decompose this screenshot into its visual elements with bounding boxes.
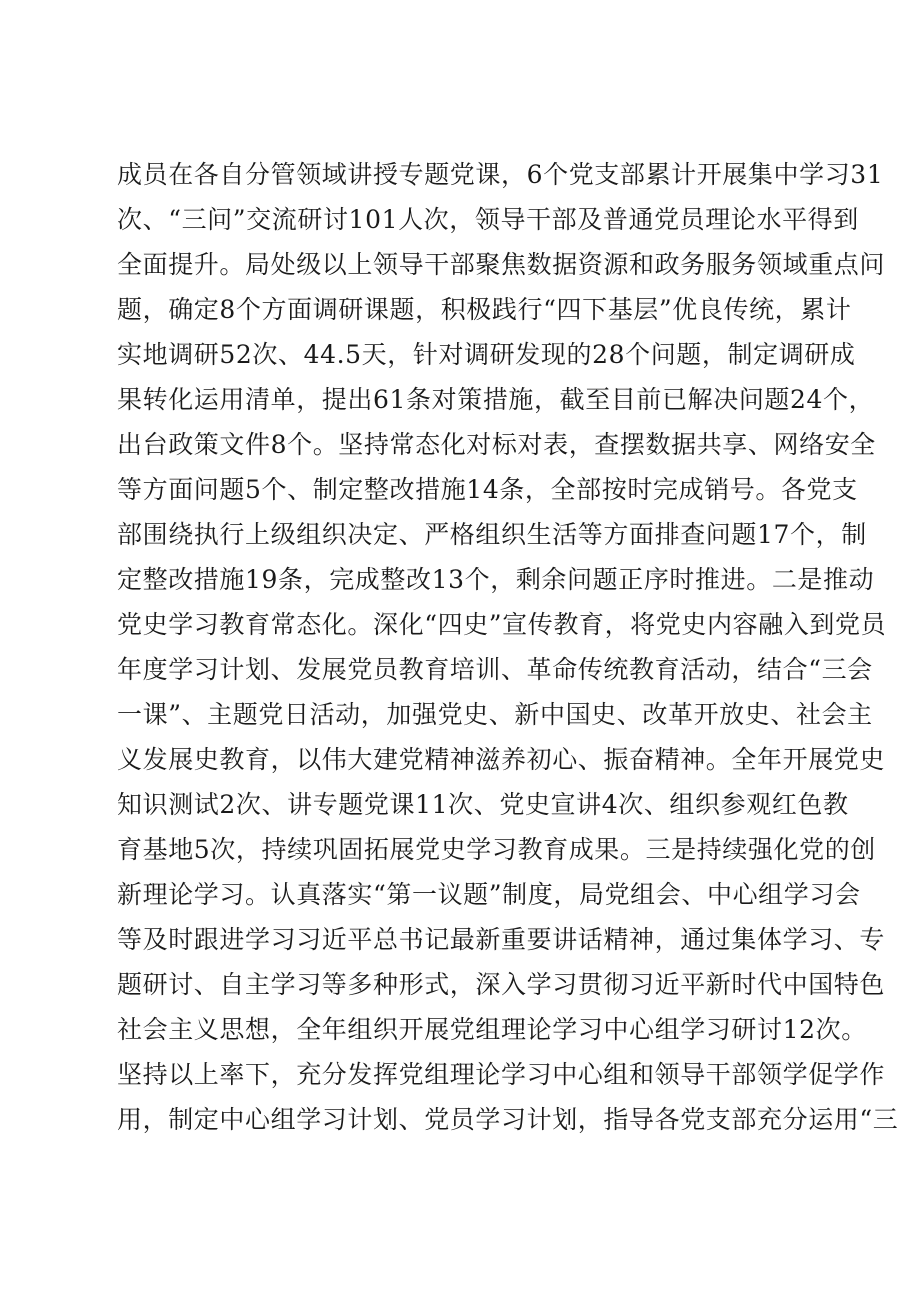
text-line: 等方面问题5个、制定整改措施14条，全部按时完成销号。各党支 [117, 475, 858, 504]
text-line: 党史学习教育常态化。深化“四史”宣传教育，将党史内容融入到党员 [117, 610, 887, 639]
text-line: 题研讨、自主学习等多种形式，深入学习贯彻习近平新时代中国特色 [117, 970, 886, 999]
text-line: 部围绕执行上级组织决定、严格组织生活等方面排查问题17个，制 [117, 520, 867, 549]
text-line: 成员在各自分管领域讲授专题党课，6个党支部累计开展集中学习31 [117, 160, 884, 189]
text-line: 全面提升。局处级以上领导干部聚焦数据资源和政务服务领域重点问 [117, 250, 886, 279]
text-line: 知识测试2次、讲专题党课11次、党史宣讲4次、组织参观红色教 [117, 790, 849, 819]
text-line: 出台政策文件8个。坚持常态化对标对表，查摆数据共享、网络安全 [117, 430, 876, 459]
body-paragraph [117, 152, 899, 1142]
text-line: 新理论学习。认真落实“第一议题”制度，局党组会、中心组学习会 [117, 880, 861, 909]
text-line: 题，确定8个方面调研课题，积极践行“四下基层”优良传统，累计 [117, 295, 852, 324]
text-line: 一课”、主题党日活动，加强党史、新中国史、改革开放史、社会主 [117, 700, 873, 729]
text-line: 育基地5次，持续巩固拓展党史学习教育成果。三是持续强化党的创 [117, 835, 876, 864]
text-line: 等及时跟进学习习近平总书记最新重要讲话精神，通过集体学习、专 [117, 925, 886, 954]
text-line: 年度学习计划、发展党员教育培训、革命传统教育活动，结合“三会 [117, 655, 873, 684]
text-line: 次、“三问”交流研讨101人次，领导干部及普通党员理论水平得到 [117, 205, 859, 234]
text-line: 义发展史教育，以伟大建党精神滋养初心、振奋精神。全年开展党史 [117, 745, 886, 774]
text-line: 用，制定中心组学习计划、党员学习计划，指导各党支部充分运用“三 [117, 1105, 899, 1134]
text-line: 定整改措施19条，完成整改13个，剩余问题正序时推进。二是推动 [117, 565, 875, 594]
text-line: 社会主义思想，全年组织开展党组理论学习中心组学习研讨12次。 [117, 1015, 867, 1044]
text-line: 实地调研52次、44.5天，针对调研发现的28个问题，制定调研成 [117, 340, 856, 369]
text-line: 坚持以上率下，充分发挥党组理论学习中心组和领导干部领学促学作 [117, 1060, 886, 1089]
text-line: 果转化运用清单，提出61条对策措施，截至目前已解决问题24个， [117, 385, 875, 414]
